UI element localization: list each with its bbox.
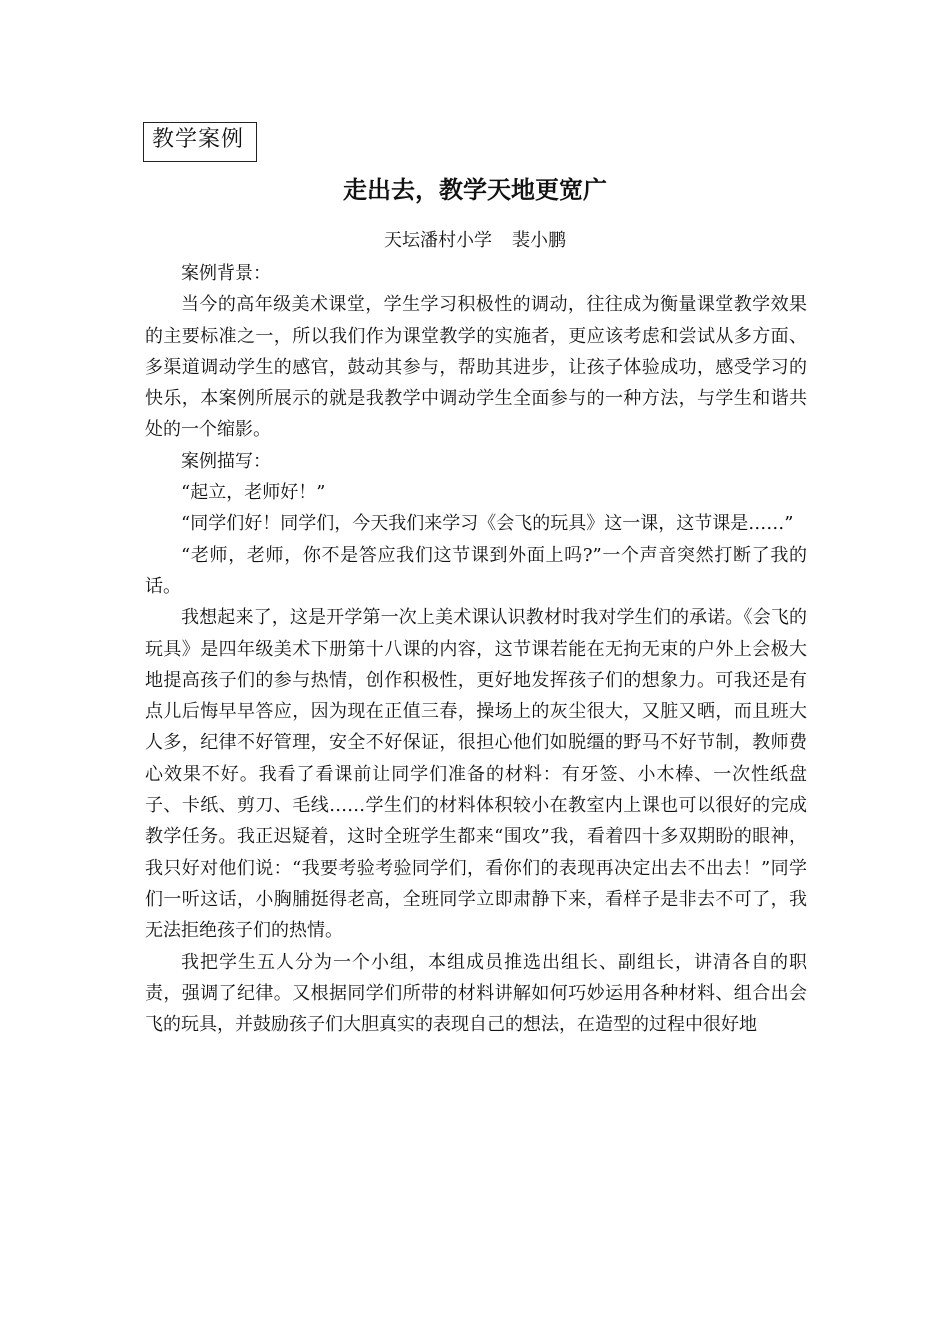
paragraph: 当今的高年级美术课堂，学生学习积极性的调动，往往成为衡量课堂教学效果的主要标准之一，所以我们作为课堂教学的实施者，更应该考虑和尝试从多方面、多渠道调动学生的感官，鼓动其参与，帮助其进步，让孩子体验成功，感受学习的快乐，本案例所展示的就是我教学中调动学生全面参与的一种方法，与学生和谐共处的一个缩影。 [145, 294, 807, 441]
author-name: 裴小鹏 [512, 230, 566, 251]
paragraph: 我想起来了，这是开学第一次上美术课认识教材时我对学生们的承诺。《会飞的玩具》是四年级美术下册第十八课的内容，这节课若能在无拘无束的户外上会极大地提高孩子们的参与热情，创作积极性，更好地发挥孩子们的想象力。可我还是有点儿后悔早早答应，因为现在正值三春，操场上的灰尘很大，又脏又晒，而且班大人多，纪律不好管理，安全不好保证，很担心他们如脱缰的野马不好节制，教师费心效果不好。我看了看课前让同学们准备的材料：有牙签、小木棒、一次性纸盘子、卡纸、剪刀、毛线……学生们的材料体积较小在教室内上课也可以很好的完成教学任务。我正迟疑着，这时全班学生都来“围攻”我，看着四十多双期盼的眼神，我只好对他们说：“我要考验考验同学们，看你们的表现再决定出去不出去！”同学们一听这话，小胸脯挺得老高，全班同学立即肃静下来，看样子是非去不可了，我无法拒绝孩子们的热情。 [145, 607, 807, 942]
author-school: 天坛潘村小学 [384, 230, 492, 251]
paragraph: “同学们好！同学们，今天我们来学习《会飞的玩具》这一课，这节课是……” [181, 513, 794, 535]
paragraph: 我把学生五人分为一个小组，本组成员推选出组长、副组长，讲清各自的职责，强调了纪律。又根据同学们所带的材料讲解如何巧妙运用各种材料、组合出会飞的玩具，并鼓励孩子们大胆真实的表现自己的想法，在造型的过程中很好地 [145, 951, 807, 1036]
document-body [145, 258, 807, 1040]
paragraph: 案例描写： [181, 450, 271, 472]
document-title: 走出去，教学天地更宽广 [343, 176, 607, 204]
paragraph: “起立，老师好！” [181, 482, 326, 504]
author-line [0, 226, 950, 256]
paragraph: “老师，老师，你不是答应我们这节课到外面上吗?”一个声音突然打断了我的话。 [145, 544, 807, 597]
paragraph: 案例背景： [181, 263, 271, 284]
document-category-tag: 教学案例 [143, 122, 257, 162]
